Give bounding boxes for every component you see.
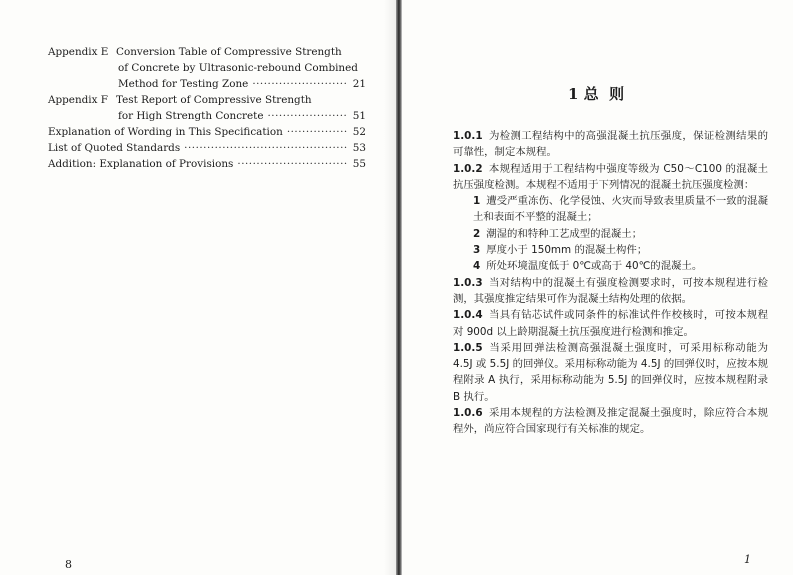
clause-text: 为检测工程结构中的高强混凝土抗压强度，保证检测结果的可靠性，制定本规程。 [453, 130, 768, 159]
clause [453, 161, 768, 194]
clause-number: 1.0.6 [453, 407, 483, 420]
toc-entry-title: Test Report of Compressive Strength [116, 94, 312, 106]
clause-text: 当采用回弹法检测高强混凝土强度时，可采用标称动能为 4.5J 或 5.5J 的回弹仪。采用标称动能为 4.5J 的回弹仪时，应按本规程附录 A 执行，采用标称动能为 5.5J 的回弹仪时，应按本规程附录 B 执行。 [453, 341, 768, 403]
item-text: 潮湿的和特种工艺成型的混凝土； [486, 227, 643, 240]
clause-text: 采用本规程的方法检测及推定混凝土强度时，除应符合本规程外，尚应符合国家现行有关标准的规定。 [453, 407, 768, 436]
toc-entry [48, 140, 366, 156]
chapter-title: 1 总 则 [568, 85, 625, 103]
toc-leader-dots [267, 108, 348, 124]
clause-number: 1.0.1 [453, 130, 483, 142]
toc-page-number: 51 [352, 110, 366, 122]
clause [453, 275, 768, 308]
list-item [453, 226, 768, 242]
toc-entry-title: Addition: Explanation of Provisions [48, 158, 234, 170]
toc-entry [48, 156, 366, 172]
toc-entry [48, 76, 366, 92]
clause-number: 1.0.4 [453, 309, 483, 322]
list-item [453, 193, 768, 226]
toc-entry-title: List of Quoted Standards [48, 142, 181, 154]
item-text: 遭受严重冻伤、化学侵蚀、火灾而导致表里质量不一致的混凝土和表面不平整的混凝土； [473, 195, 768, 224]
clause [453, 307, 768, 340]
page-number-right: 1 [744, 553, 751, 566]
clause [453, 405, 768, 438]
toc-leader-dots [237, 156, 348, 172]
clause [453, 340, 768, 405]
clause-text: 当对结构中的混凝土有强度检测要求时，可按本规程进行检测，其强度推定结果可作为混凝土结构处理的依据。 [453, 276, 768, 305]
toc-page-number: 21 [352, 78, 366, 90]
toc-page-number: 55 [352, 158, 366, 170]
toc-entry [48, 60, 366, 76]
page-number-left: 8 [65, 558, 72, 571]
clause-text: 当具有钻芯试件或同条件的标准试件作校核时，可按本规程对 900d 以上龄期混凝土抗压强度进行检测和推定。 [453, 309, 768, 338]
toc-entry-title: Explanation of Wording in This Specification [48, 126, 283, 138]
toc-entry [48, 92, 366, 108]
toc-entry-prefix: Appendix E [48, 46, 109, 58]
toc-entry-title: of Concrete by Ultrasonic-rebound Combined [118, 62, 358, 74]
toc-entry [48, 124, 366, 140]
list-item [453, 242, 768, 258]
toc-entry [48, 108, 366, 124]
clause-list [453, 128, 768, 438]
toc-entry-title: Method for Testing Zone [118, 78, 249, 90]
toc-leader-dots [287, 124, 348, 140]
toc-leader-dots [252, 76, 348, 92]
list-item [453, 258, 768, 274]
clause-number: 1.0.3 [453, 276, 483, 289]
toc-entry [48, 44, 366, 60]
item-text: 厚度小于 150mm 的混凝土构件； [486, 244, 648, 257]
clause-number: 1.0.5 [453, 341, 483, 354]
clause [453, 128, 768, 161]
item-number: 1 [473, 195, 481, 208]
toc-entry-title: Conversion Table of Compressive Strength [116, 46, 342, 58]
item-number: 2 [473, 227, 481, 240]
gutter-shadow [384, 0, 396, 575]
table-of-contents [48, 44, 366, 172]
toc-page-number: 52 [352, 126, 366, 138]
clause-text: 本规程适用于工程结构中强度等级为 C50～C100 的混凝土抗压强度检测。本规程不适用于下列情况的混凝土抗压强度检测： [453, 162, 768, 191]
toc-leader-dots [184, 140, 348, 156]
item-text: 所处环境温度低于 0℃或高于 40℃的混凝土。 [486, 260, 703, 273]
item-number: 4 [473, 260, 481, 273]
clause-number: 1.0.2 [453, 162, 483, 175]
toc-entry-prefix: Appendix F [48, 94, 108, 106]
item-number: 3 [473, 244, 481, 257]
toc-entry-title: for High Strength Concrete [118, 110, 264, 122]
toc-page-number: 53 [352, 142, 366, 154]
